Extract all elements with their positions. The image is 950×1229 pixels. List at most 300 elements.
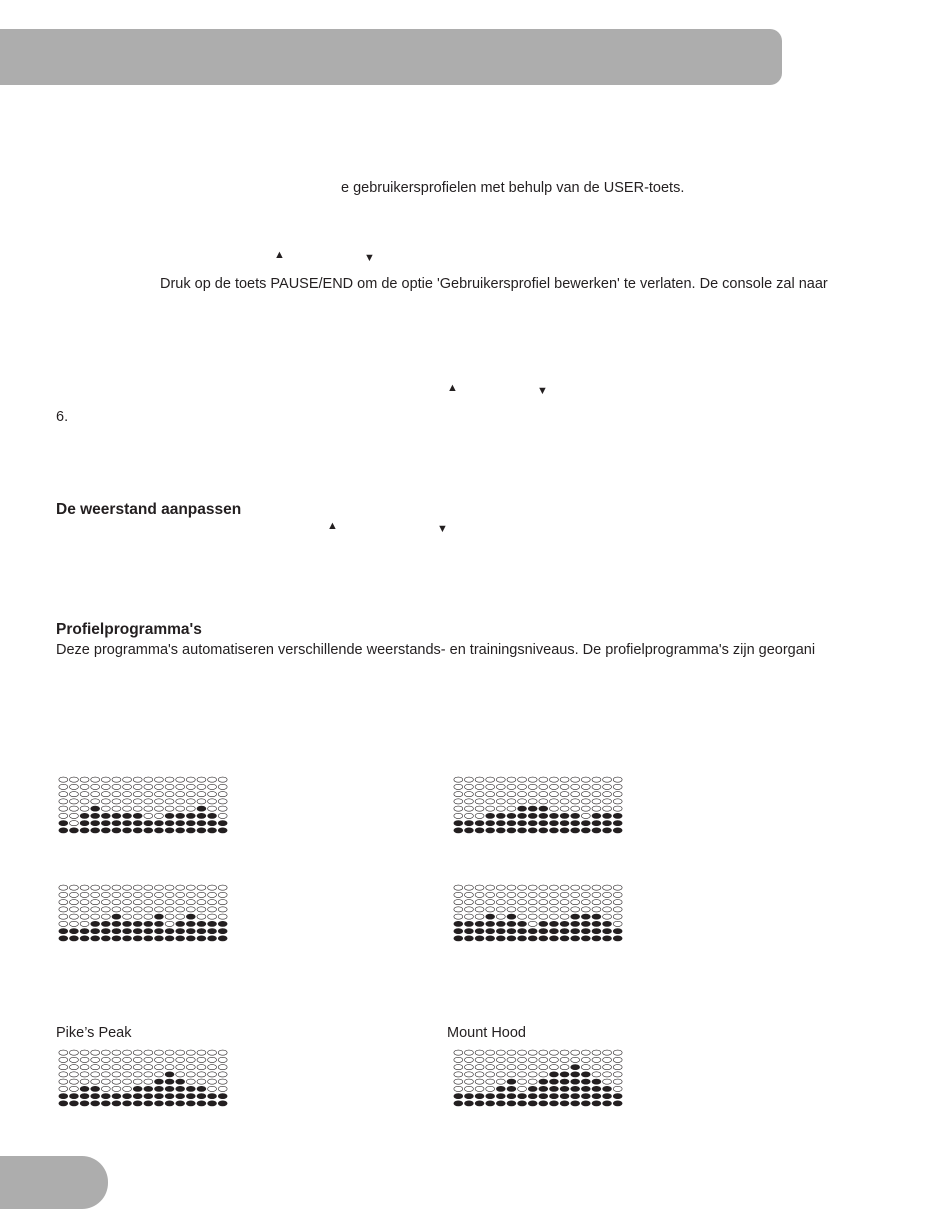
level-dot-filled — [165, 1086, 174, 1091]
level-dot-empty — [101, 1057, 110, 1062]
level-dot-empty — [69, 1079, 78, 1084]
level-dot-filled — [486, 828, 495, 833]
level-dot-empty — [59, 885, 68, 890]
level-dot-filled — [112, 914, 121, 919]
level-dot-empty — [613, 777, 622, 782]
level-dot-filled — [123, 828, 132, 833]
level-dot-filled — [101, 936, 110, 941]
level-dot-filled — [549, 1079, 558, 1084]
level-dot-filled — [571, 1086, 580, 1091]
level-dot-empty — [464, 1086, 473, 1091]
level-dot-filled — [123, 1094, 132, 1099]
level-dot-empty — [165, 900, 174, 905]
profile-caption-pikes-peak: Pike’s Peak — [56, 1025, 132, 1041]
level-dot-empty — [539, 1072, 548, 1077]
level-dot-empty — [592, 892, 601, 897]
level-dot-empty — [186, 1079, 195, 1084]
level-dot-empty — [197, 784, 206, 789]
level-dot-empty — [154, 792, 163, 797]
level-dot-filled — [507, 813, 516, 818]
level-dot-empty — [165, 1050, 174, 1055]
level-dot-filled — [80, 936, 89, 941]
level-dot-empty — [454, 1050, 463, 1055]
level-dot-filled — [208, 936, 217, 941]
level-dot-empty — [112, 777, 121, 782]
level-dot-filled — [133, 929, 142, 934]
level-dot-filled — [539, 929, 548, 934]
level-dot-empty — [496, 792, 505, 797]
level-dot-filled — [186, 936, 195, 941]
level-dot-empty — [592, 885, 601, 890]
level-dot-empty — [613, 900, 622, 905]
level-dot-empty — [80, 777, 89, 782]
level-dot-empty — [59, 900, 68, 905]
level-dot-empty — [486, 1086, 495, 1091]
level-dot-empty — [571, 792, 580, 797]
level-dot-filled — [154, 929, 163, 934]
level-dot-empty — [571, 806, 580, 811]
level-dot-empty — [496, 784, 505, 789]
level-dot-empty — [592, 900, 601, 905]
profile-chart-pikes-peak — [58, 1049, 228, 1107]
level-dot-empty — [144, 1065, 153, 1070]
level-dot-empty — [133, 1065, 142, 1070]
level-dot-filled — [464, 1101, 473, 1106]
level-dot-empty — [144, 1050, 153, 1055]
level-dot-empty — [154, 806, 163, 811]
level-dot-empty — [581, 907, 590, 912]
level-dot-filled — [486, 936, 495, 941]
level-dot-empty — [197, 1079, 206, 1084]
level-dot-filled — [69, 1101, 78, 1106]
level-dot-empty — [112, 1057, 121, 1062]
level-dot-empty — [518, 784, 527, 789]
level-dot-empty — [549, 900, 558, 905]
level-dot-empty — [133, 907, 142, 912]
level-dot-empty — [101, 892, 110, 897]
level-dot-empty — [560, 1050, 569, 1055]
level-dot-empty — [80, 1057, 89, 1062]
level-dot-empty — [454, 784, 463, 789]
level-dot-empty — [59, 1065, 68, 1070]
level-dot-empty — [496, 892, 505, 897]
level-dot-filled — [592, 828, 601, 833]
level-dot-empty — [154, 900, 163, 905]
level-dot-empty — [518, 907, 527, 912]
level-dot-empty — [549, 907, 558, 912]
level-dot-empty — [80, 806, 89, 811]
level-dot-filled — [539, 821, 548, 826]
pause-end-line: Druk op de toets PAUSE/END om de optie 'Gebruikersprofiel bewerken' te verlaten. De console zal naar — [160, 276, 828, 292]
level-dot-empty — [186, 1057, 195, 1062]
level-dot-filled — [123, 1101, 132, 1106]
level-dot-empty — [528, 784, 537, 789]
level-dot-empty — [69, 1057, 78, 1062]
level-dot-filled — [91, 929, 100, 934]
level-dot-empty — [144, 900, 153, 905]
level-dot-empty — [133, 914, 142, 919]
level-dot-empty — [101, 799, 110, 804]
level-dot-filled — [549, 936, 558, 941]
level-dot-filled — [197, 1101, 206, 1106]
level-dot-filled — [507, 936, 516, 941]
level-dot-empty — [218, 799, 227, 804]
level-dot-empty — [91, 777, 100, 782]
level-dot-filled — [475, 921, 484, 926]
level-dot-empty — [154, 1072, 163, 1077]
profile-chart-2 — [453, 776, 623, 834]
level-dot-empty — [613, 907, 622, 912]
level-dot-filled — [475, 1094, 484, 1099]
level-dot-empty — [101, 1050, 110, 1055]
level-dot-empty — [475, 1086, 484, 1091]
level-dot-empty — [464, 907, 473, 912]
level-dot-empty — [486, 1050, 495, 1055]
level-dot-empty — [218, 900, 227, 905]
level-dot-empty — [475, 1050, 484, 1055]
level-dot-filled — [528, 821, 537, 826]
level-dot-empty — [91, 900, 100, 905]
level-dot-empty — [101, 1065, 110, 1070]
level-dot-empty — [560, 1057, 569, 1062]
level-dot-empty — [454, 892, 463, 897]
level-dot-empty — [507, 792, 516, 797]
level-dot-filled — [80, 929, 89, 934]
level-dot-filled — [165, 828, 174, 833]
level-dot-empty — [112, 907, 121, 912]
level-dot-filled — [560, 1094, 569, 1099]
level-dot-empty — [549, 792, 558, 797]
level-dot-empty — [176, 1065, 185, 1070]
level-dot-empty — [80, 1072, 89, 1077]
level-dot-empty — [133, 885, 142, 890]
level-dot-empty — [59, 784, 68, 789]
level-dot-empty — [154, 885, 163, 890]
level-dot-empty — [144, 885, 153, 890]
level-dot-empty — [133, 900, 142, 905]
level-dot-empty — [112, 1072, 121, 1077]
level-dot-filled — [176, 1086, 185, 1091]
level-dot-empty — [208, 1057, 217, 1062]
level-dot-empty — [91, 907, 100, 912]
level-dot-empty — [539, 777, 548, 782]
level-dot-empty — [592, 784, 601, 789]
profile-chart-4 — [453, 884, 623, 942]
level-dot-filled — [539, 1079, 548, 1084]
level-dot-empty — [208, 907, 217, 912]
level-dot-empty — [581, 792, 590, 797]
level-dot-empty — [112, 806, 121, 811]
level-dot-filled — [560, 828, 569, 833]
level-dot-empty — [592, 1065, 601, 1070]
level-dot-empty — [571, 1050, 580, 1055]
level-dot-filled — [176, 1094, 185, 1099]
level-dot-filled — [69, 929, 78, 934]
level-dot-filled — [581, 921, 590, 926]
level-dot-empty — [603, 1072, 612, 1077]
level-dot-filled — [454, 1094, 463, 1099]
level-dot-filled — [464, 921, 473, 926]
level-dot-filled — [507, 929, 516, 934]
level-dot-empty — [464, 784, 473, 789]
level-dot-filled — [560, 936, 569, 941]
level-dot-filled — [197, 828, 206, 833]
level-dot-empty — [571, 784, 580, 789]
level-dot-empty — [560, 900, 569, 905]
level-dot-empty — [475, 907, 484, 912]
level-dot-filled — [496, 1101, 505, 1106]
level-dot-filled — [518, 1101, 527, 1106]
level-dot-empty — [528, 900, 537, 905]
level-dot-filled — [208, 929, 217, 934]
level-dot-filled — [528, 1101, 537, 1106]
level-dot-filled — [123, 813, 132, 818]
profile-dot-matrix — [58, 884, 228, 942]
level-dot-filled — [176, 921, 185, 926]
level-dot-filled — [560, 921, 569, 926]
level-dot-filled — [101, 821, 110, 826]
level-dot-empty — [176, 914, 185, 919]
level-dot-empty — [528, 1072, 537, 1077]
level-dot-empty — [123, 806, 132, 811]
level-dot-filled — [518, 929, 527, 934]
level-dot-filled — [507, 1079, 516, 1084]
level-dot-empty — [560, 777, 569, 782]
level-dot-filled — [613, 936, 622, 941]
profile-chart-3 — [58, 884, 228, 942]
level-dot-empty — [101, 792, 110, 797]
level-dot-empty — [464, 900, 473, 905]
level-dot-filled — [454, 921, 463, 926]
level-dot-filled — [133, 1094, 142, 1099]
level-dot-filled — [101, 813, 110, 818]
level-dot-empty — [59, 1057, 68, 1062]
level-dot-empty — [539, 1050, 548, 1055]
level-dot-filled — [549, 1101, 558, 1106]
level-dot-empty — [486, 777, 495, 782]
level-dot-empty — [133, 1057, 142, 1062]
level-dot-empty — [454, 914, 463, 919]
level-dot-empty — [165, 792, 174, 797]
level-dot-empty — [475, 885, 484, 890]
level-dot-filled — [186, 1086, 195, 1091]
level-dot-filled — [518, 921, 527, 926]
profile-dot-matrix — [58, 1049, 228, 1107]
level-dot-filled — [464, 828, 473, 833]
level-dot-filled — [133, 921, 142, 926]
level-dot-empty — [59, 1072, 68, 1077]
level-dot-empty — [539, 1065, 548, 1070]
level-dot-filled — [592, 936, 601, 941]
level-dot-empty — [208, 1072, 217, 1077]
level-dot-filled — [454, 936, 463, 941]
level-dot-empty — [208, 1079, 217, 1084]
level-dot-empty — [123, 1057, 132, 1062]
level-dot-empty — [208, 914, 217, 919]
level-dot-empty — [475, 900, 484, 905]
level-dot-filled — [91, 1101, 100, 1106]
level-dot-filled — [581, 821, 590, 826]
level-dot-empty — [518, 1079, 527, 1084]
level-dot-empty — [486, 885, 495, 890]
level-dot-filled — [91, 806, 100, 811]
level-dot-empty — [486, 1072, 495, 1077]
level-dot-empty — [603, 907, 612, 912]
level-dot-empty — [69, 907, 78, 912]
level-dot-filled — [613, 821, 622, 826]
level-dot-filled — [144, 1094, 153, 1099]
level-dot-empty — [218, 792, 227, 797]
level-dot-filled — [208, 828, 217, 833]
level-dot-empty — [154, 813, 163, 818]
level-dot-filled — [464, 1094, 473, 1099]
level-dot-empty — [186, 806, 195, 811]
level-dot-empty — [518, 799, 527, 804]
level-dot-empty — [581, 799, 590, 804]
level-dot-filled — [144, 936, 153, 941]
level-dot-empty — [528, 1050, 537, 1055]
level-dot-empty — [91, 792, 100, 797]
level-dot-filled — [539, 828, 548, 833]
level-dot-empty — [581, 806, 590, 811]
page-tab — [0, 1156, 108, 1209]
level-dot-filled — [176, 929, 185, 934]
step-number: 6. — [56, 409, 69, 425]
level-dot-empty — [528, 792, 537, 797]
level-dot-filled — [539, 936, 548, 941]
level-dot-empty — [528, 921, 537, 926]
level-dot-filled — [581, 1072, 590, 1077]
level-dot-empty — [197, 885, 206, 890]
level-dot-filled — [496, 1086, 505, 1091]
profile-dot-matrix — [453, 776, 623, 834]
level-dot-empty — [571, 799, 580, 804]
level-dot-filled — [507, 828, 516, 833]
level-dot-filled — [486, 921, 495, 926]
level-dot-empty — [496, 914, 505, 919]
level-dot-empty — [176, 1072, 185, 1077]
level-dot-filled — [91, 821, 100, 826]
level-dot-filled — [475, 828, 484, 833]
level-dot-empty — [144, 777, 153, 782]
level-dot-empty — [80, 892, 89, 897]
level-dot-empty — [123, 892, 132, 897]
level-dot-empty — [123, 1086, 132, 1091]
level-dot-filled — [603, 1086, 612, 1091]
level-dot-filled — [218, 929, 227, 934]
level-dot-filled — [197, 821, 206, 826]
level-dot-empty — [208, 799, 217, 804]
level-dot-empty — [496, 777, 505, 782]
level-dot-empty — [454, 1057, 463, 1062]
level-dot-filled — [486, 813, 495, 818]
level-dot-filled — [560, 821, 569, 826]
level-dot-empty — [186, 792, 195, 797]
level-dot-filled — [123, 929, 132, 934]
level-dot-empty — [475, 792, 484, 797]
level-dot-empty — [486, 806, 495, 811]
level-dot-empty — [454, 1086, 463, 1091]
level-dot-empty — [603, 900, 612, 905]
level-dot-filled — [528, 1086, 537, 1091]
level-dot-empty — [592, 806, 601, 811]
level-dot-filled — [518, 813, 527, 818]
level-dot-filled — [208, 921, 217, 926]
level-dot-empty — [571, 1057, 580, 1062]
level-dot-empty — [186, 784, 195, 789]
level-dot-empty — [518, 892, 527, 897]
level-dot-filled — [528, 929, 537, 934]
level-dot-filled — [549, 1072, 558, 1077]
level-dot-filled — [91, 1086, 100, 1091]
level-dot-empty — [208, 892, 217, 897]
level-dot-filled — [581, 936, 590, 941]
level-dot-empty — [475, 813, 484, 818]
level-dot-empty — [197, 907, 206, 912]
arrow-up-icon: ▲ — [327, 520, 338, 532]
level-dot-empty — [154, 799, 163, 804]
level-dot-empty — [144, 784, 153, 789]
level-dot-filled — [144, 929, 153, 934]
level-dot-filled — [454, 1101, 463, 1106]
level-dot-filled — [560, 1086, 569, 1091]
level-dot-empty — [144, 1072, 153, 1077]
level-dot-empty — [176, 892, 185, 897]
level-dot-empty — [496, 885, 505, 890]
level-dot-filled — [496, 936, 505, 941]
level-dot-empty — [112, 1050, 121, 1055]
level-dot-filled — [454, 929, 463, 934]
level-dot-filled — [528, 1094, 537, 1099]
level-dot-filled — [101, 1094, 110, 1099]
level-dot-empty — [613, 1079, 622, 1084]
level-dot-empty — [69, 921, 78, 926]
level-dot-empty — [112, 799, 121, 804]
level-dot-empty — [69, 813, 78, 818]
level-dot-empty — [208, 784, 217, 789]
level-dot-empty — [165, 885, 174, 890]
level-dot-empty — [549, 799, 558, 804]
level-dot-empty — [560, 799, 569, 804]
level-dot-empty — [154, 892, 163, 897]
level-dot-empty — [528, 1057, 537, 1062]
level-dot-empty — [101, 784, 110, 789]
level-dot-empty — [144, 813, 153, 818]
level-dot-empty — [80, 1079, 89, 1084]
level-dot-empty — [613, 885, 622, 890]
level-dot-empty — [59, 892, 68, 897]
level-dot-filled — [560, 1072, 569, 1077]
level-dot-empty — [464, 792, 473, 797]
level-dot-empty — [528, 799, 537, 804]
level-dot-filled — [603, 921, 612, 926]
level-dot-empty — [475, 784, 484, 789]
level-dot-empty — [101, 907, 110, 912]
level-dot-filled — [144, 921, 153, 926]
level-dot-filled — [80, 813, 89, 818]
level-dot-empty — [186, 900, 195, 905]
level-dot-empty — [186, 777, 195, 782]
level-dot-empty — [507, 900, 516, 905]
level-dot-filled — [101, 929, 110, 934]
level-dot-filled — [592, 1079, 601, 1084]
level-dot-empty — [464, 813, 473, 818]
level-dot-empty — [603, 806, 612, 811]
level-dot-empty — [176, 907, 185, 912]
level-dot-empty — [218, 907, 227, 912]
level-dot-empty — [507, 1057, 516, 1062]
level-dot-filled — [80, 1101, 89, 1106]
